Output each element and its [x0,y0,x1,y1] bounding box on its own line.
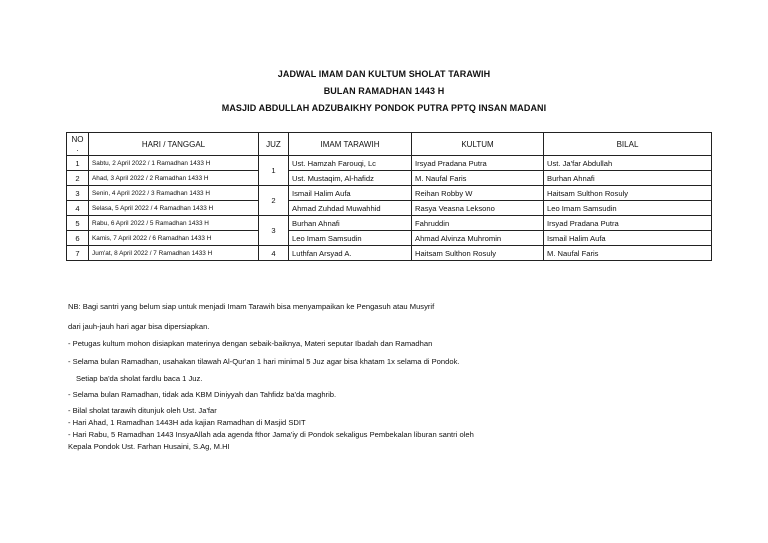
table-row [67,246,712,261]
cell-hari: Selasa, 5 April 2022 / 4 Ramadhan 1433 H [89,201,259,216]
cell-imam: Ismail Halim Aufa [289,186,412,201]
table-row [67,231,712,246]
cell-kultum: Reihan Robby W [412,186,544,201]
cell-no: 2 [67,171,89,186]
cell-hari: Rabu, 6 April 2022 / 5 Ramadhan 1433 H [89,216,259,231]
cell-bilal: Burhan Ahnafi [544,171,712,186]
cell-bilal: Leo Imam Samsudin [544,201,712,216]
cell-imam: Ust. Mustaqim, Al-hafidz [289,171,412,186]
cell-hari: Jum'at, 8 April 2022 / 7 Ramadhan 1433 H [89,246,259,261]
table-row [67,171,712,186]
cell-hari: Kamis, 7 April 2022 / 6 Ramadhan 1433 H [89,231,259,246]
cell-kultum: Irsyad Pradana Putra [412,156,544,171]
note-item-5: - Hari Ahad, 1 Ramadhan 1443H ada kajian Ramadhan di Masjid SDIT [68,418,306,427]
cell-bilal: M. Naufal Faris [544,246,712,261]
schedule-table [66,132,712,261]
col-header-no: NO . [67,133,89,156]
col-header-bilal: BILAL [544,133,712,156]
cell-bilal: Ismail Halim Aufa [544,231,712,246]
note-item-6-cont: Kepala Pondok Ust. Farhan Husaini, S.Ag, M.HI [68,442,230,451]
cell-no: 1 [67,156,89,171]
cell-kultum: M. Naufal Faris [412,171,544,186]
title-line-2: BULAN RAMADHAN 1443 H [323,86,445,96]
cell-hari: Ahad, 3 April 2022 / 2 Ramadhan 1433 H [89,171,259,186]
cell-juz: 2 [259,186,289,216]
cell-imam: Ahmad Zuhdad Muwahhid [289,201,412,216]
note-item-2: - Selama bulan Ramadhan, usahakan tilawah Al-Qur'an 1 hari minimal 5 Juz agar bisa khatam 1x selama di Pondok. [68,357,460,366]
table-row [67,201,712,216]
cell-kultum: Ahmad Alvinza Muhromin [412,231,544,246]
cell-imam: Burhan Ahnafi [289,216,412,231]
cell-no: 5 [67,216,89,231]
table-row [67,186,712,201]
col-header-kultum: KULTUM [412,133,544,156]
table-header-row [67,133,712,156]
cell-kultum: Rasya Veasna Leksono [412,201,544,216]
col-header-imam: IMAM TARAWIH [289,133,412,156]
cell-bilal: Irsyad Pradana Putra [544,216,712,231]
cell-bilal: Haitsam Sulthon Rosuly [544,186,712,201]
title-line-3: MASJID ABDULLAH ADZUBAIKHY PONDOK PUTRA PPTQ INSAN MADANI [221,103,547,113]
note-nb-line-2: dari jauh-jauh hari agar bisa dipersiapkan. [68,322,210,331]
cell-imam: Ust. Hamzah Farouqi, Lc [289,156,412,171]
note-item-6: - Hari Rabu, 5 Ramadhan 1443 InsyaAllah ada agenda fthor Jama'iy di Pondok sekaligus Pembekalan liburan santri oleh [68,430,474,439]
cell-hari: Sabtu, 2 April 2022 / 1 Ramadhan 1433 H [89,156,259,171]
cell-bilal: Ust. Ja'far Abdullah [544,156,712,171]
cell-kultum: Haitsam Sulthon Rosuly [412,246,544,261]
col-header-hari: HARI / TANGGAL [89,133,259,156]
cell-juz: 3 [259,216,289,246]
cell-no: 4 [67,201,89,216]
note-nb-line-1: NB: Bagi santri yang belum siap untuk menjadi Imam Tarawih bisa menyampaikan ke Pengasuh atau Musyrif [68,302,435,311]
cell-no: 6 [67,231,89,246]
note-item-4: - Bilal sholat tarawih ditunjuk oleh Ust. Ja'far [68,406,217,415]
table-row [67,216,712,231]
note-item-3: - Selama bulan Ramadhan, tidak ada KBM Diniyyah dan Tahfidz ba'da maghrib. [68,390,337,399]
cell-imam: Luthfan Arsyad A. [289,246,412,261]
note-item-1: - Petugas kultum mohon disiapkan materinya dengan sebaik-baiknya, Materi seputar Ibadah dan Ramadhan [68,339,433,348]
note-item-2-cont: Setiap ba'da sholat fardlu baca 1 Juz. [76,374,203,383]
cell-juz: 1 [259,156,289,186]
cell-hari: Senin, 4 April 2022 / 3 Ramadhan 1433 H [89,186,259,201]
cell-imam: Leo Imam Samsudin [289,231,412,246]
cell-no: 7 [67,246,89,261]
cell-kultum: Fahruddin [412,216,544,231]
table-row [67,156,712,171]
cell-no: 3 [67,186,89,201]
col-header-juz: JUZ [259,133,289,156]
title-line-1: JADWAL IMAM DAN KULTUM SHOLAT TARAWIH [277,69,491,79]
document-header [0,66,768,117]
cell-juz: 4 [259,246,289,261]
